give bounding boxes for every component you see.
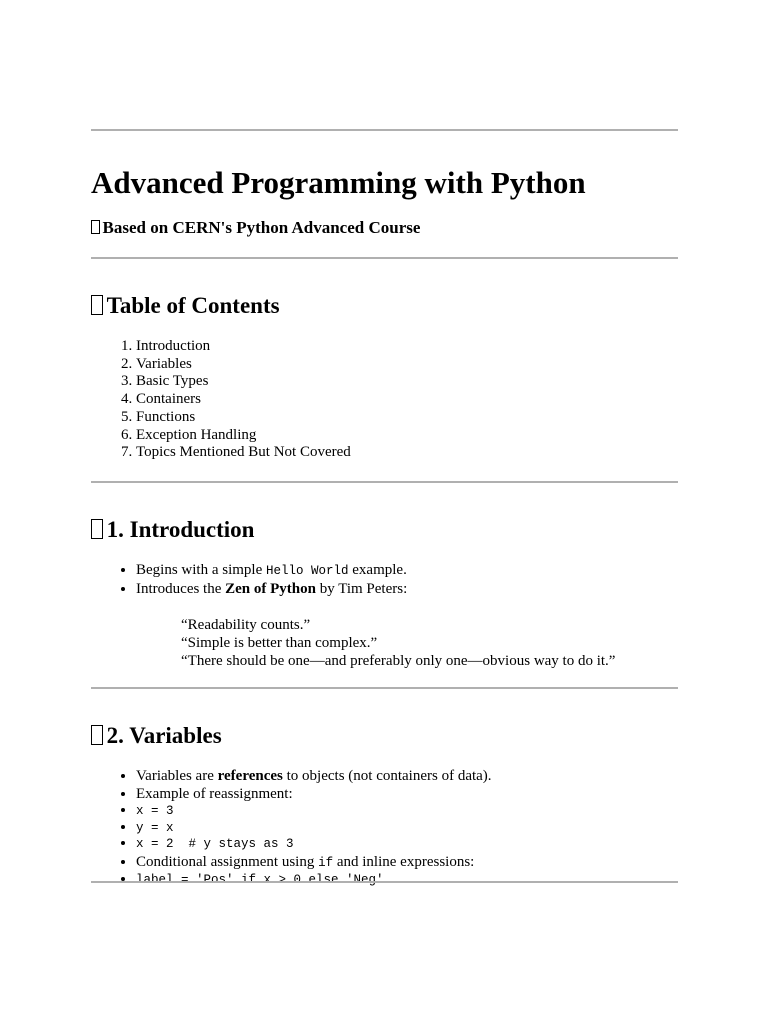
missing-glyph-icon <box>91 725 103 745</box>
intro-list <box>91 561 407 598</box>
variables-heading-text: 2. Variables <box>106 723 222 748</box>
divider <box>91 257 678 259</box>
missing-glyph-icon <box>91 220 100 235</box>
toc-heading <box>91 292 280 320</box>
toc-item: 5. Functions <box>136 409 351 427</box>
divider <box>91 881 678 883</box>
code-line: • x = 3 <box>136 803 492 820</box>
code-line: • y = x <box>136 820 492 837</box>
list-item: • Variables are references to objects (not containers of data). <box>136 767 492 785</box>
variables-list <box>91 767 492 888</box>
quote-line: “Readability counts.” <box>181 617 311 633</box>
intro-heading-text: 1. Introduction <box>106 517 255 542</box>
missing-glyph-icon <box>91 295 103 315</box>
intro-heading <box>91 516 254 544</box>
divider <box>91 687 678 689</box>
page-title: Advanced Programming with Python <box>91 165 586 200</box>
inline-code: Hello World <box>266 564 349 578</box>
subtitle-text: Based on CERN's Python Advanced Course <box>102 218 421 237</box>
list-item: • Begins with a simple Hello World example. <box>136 561 407 580</box>
toc-item: 7. Topics Mentioned But Not Covered <box>136 444 351 462</box>
missing-glyph-icon <box>91 519 103 539</box>
divider <box>91 481 678 483</box>
divider <box>91 129 678 131</box>
quote-line: “There should be one—and preferably only one—obvious way to do it.” <box>181 653 616 669</box>
toc-list <box>91 338 351 462</box>
bold-term: references <box>217 768 283 784</box>
toc-item: 6. Exception Handling <box>136 427 351 445</box>
zen-quote <box>181 616 615 670</box>
toc-item: 4. Containers <box>136 391 351 409</box>
code-line: • label = 'Pos' if x > 0 else 'Neg' <box>136 872 492 889</box>
toc-item: 1. Introduction <box>136 338 351 356</box>
bold-term: Zen of Python <box>225 581 316 597</box>
subtitle <box>91 218 420 238</box>
code-line: • x = 2 # y stays as 3 <box>136 836 492 853</box>
list-item: • Introduces the Zen of Python by Tim Peters: <box>136 580 407 598</box>
quote-line: “Simple is better than complex.” <box>181 635 378 651</box>
list-item: • Conditional assignment using if and inline expressions: <box>136 853 492 872</box>
toc-item: 2. Variables <box>136 356 351 374</box>
list-item: • Example of reassignment: <box>136 785 492 803</box>
toc-heading-text: Table of Contents <box>106 293 280 318</box>
toc-item: 3. Basic Types <box>136 373 351 391</box>
variables-heading <box>91 722 222 750</box>
inline-code: if <box>318 855 334 870</box>
